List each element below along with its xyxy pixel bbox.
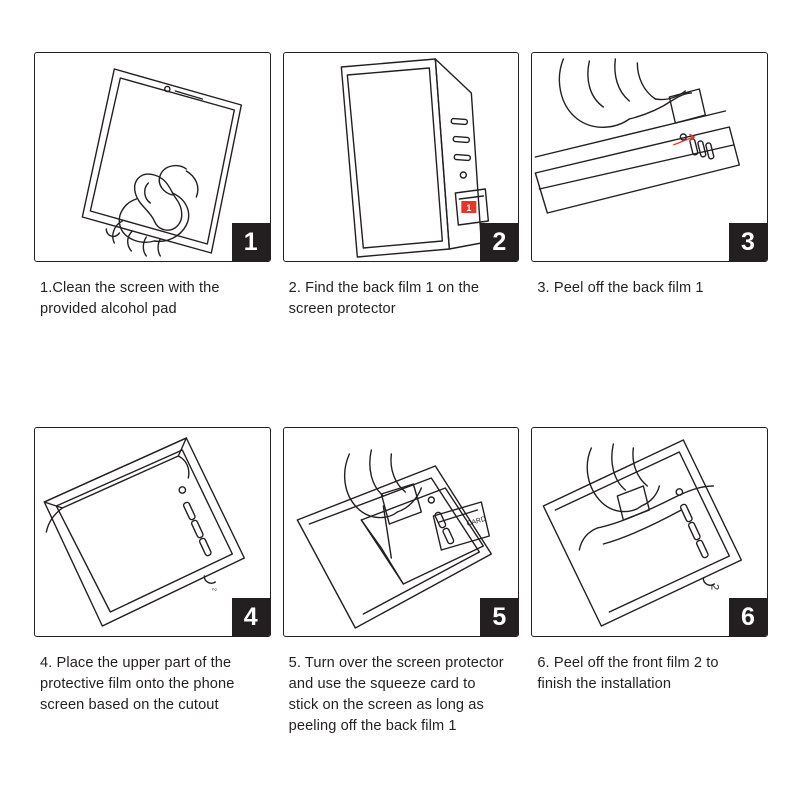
step-4 <box>34 427 269 736</box>
step-3-panel <box>531 52 768 262</box>
step-1-caption: 1.Clean the screen with the provided alcohol pad <box>40 280 220 317</box>
film-2-marker: 2 <box>210 588 217 592</box>
card-label: CARD <box>465 516 487 529</box>
step-6-caption: 6. Peel off the front film 2 to finish the installation <box>537 655 719 693</box>
step-badge: 1 <box>232 223 270 261</box>
step-badge: 6 <box>729 598 767 636</box>
steps-grid <box>34 52 766 736</box>
step-6 <box>531 427 766 736</box>
film-1-label <box>461 201 476 213</box>
film-2-marker: 2 <box>708 584 721 591</box>
step-badge: 3 <box>729 223 767 261</box>
step-3-caption: 3. Peel off the back film 1 <box>537 280 704 296</box>
step-4-panel <box>34 427 271 637</box>
step-5-caption: 5. Turn over the screen protector and use the squeeze card to stick on the screen as long as peeling off the back film 1 <box>288 655 504 734</box>
step-1-panel <box>34 52 271 262</box>
svg-text:1: 1 <box>465 203 471 213</box>
step-5 <box>283 427 518 736</box>
step-badge: 2 <box>480 223 518 261</box>
step-badge: 4 <box>232 598 270 636</box>
step-2-caption: 2. Find the back film 1 on the screen protector <box>288 280 480 317</box>
step-2-panel <box>283 52 520 262</box>
step-6-panel <box>531 427 768 637</box>
step-1 <box>34 52 269 319</box>
step-5-panel <box>283 427 520 637</box>
step-4-caption: 4. Place the upper part of the protective film onto the phone screen based on the cutout <box>40 655 235 713</box>
step-3 <box>531 52 766 319</box>
step-badge: 5 <box>480 598 518 636</box>
step-2 <box>283 52 518 319</box>
